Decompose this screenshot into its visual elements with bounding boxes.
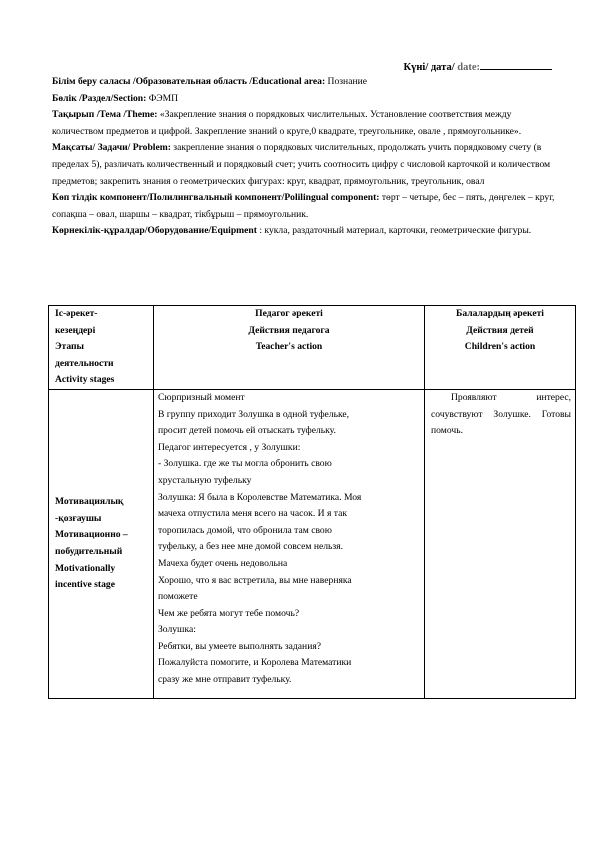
theme-line [52,107,562,140]
goal-value: закрепление знания о порядковых числительных, продолжать учить порядковому счету (в пределах 5), различать количественный и порядковый счет; учить соотносить цифру с числовой карточкой и количеством предметов; закрепить знания о геометрических фигурах: круг, квадрат, прямоугольник, треугольник, овал [52,142,551,187]
header-stages-line: Этапы [55,341,85,353]
header-children-cell [425,306,576,390]
teacher-line: Пожалуйста помогите, и Королева Математики [158,657,352,669]
stage-line: -қозғаушы [55,512,102,524]
date-label-en: date: [457,62,480,73]
header-stages-line: кезеңдері [55,324,96,336]
header-stages-line: Іс-әрекет- [55,308,98,319]
section-value: ФЭМП [146,92,179,104]
teacher-line: хрустальную туфельку [158,474,252,486]
date-line [404,59,553,73]
section-label: Бөлік /Раздел/Section: [52,92,147,104]
goal-line [52,140,562,190]
header-stages-line: Activity stages [55,374,115,386]
teacher-line: Хорошо, что я вас встретила, вы мне наверняка [158,574,352,586]
stage-line: побудительный [55,545,123,557]
teacher-line: В группу приходит Золушка в одной туфельке, [158,408,350,420]
teacher-line: Золушка: [158,624,196,636]
date-label: Күні/ дата/ [403,62,455,73]
stage-cell [49,389,154,698]
header-teacher-cell [154,306,425,390]
equipment-line [52,223,562,240]
theme-value: «Закрепление знания о порядковых числительных. Установление соответствия между количеством предметов и цифрой. Закрепление знаний о круге,0 квадрате, треугольнике, овале , прямоугольнике». [52,109,522,137]
header-children-line: Балалардың әрекеті [456,308,544,319]
header-stages-cell [49,306,154,390]
header-teacher-line: Действия педагога [248,324,330,336]
teacher-line: Мачеха будет очень недовольна [158,557,288,569]
header-children-line: Действия детей [466,324,534,336]
polylingual-line [52,190,562,223]
table-row [49,389,576,698]
teacher-line: Ребятки, вы умеете выполнять задания? [158,640,321,652]
teacher-line: Педагог интересуется , у Золушки: [158,441,301,453]
stage-line: Мотивационно – [55,529,128,541]
teacher-line: туфельку, а без нее мне домой совсем нельзя. [158,541,343,553]
stage-line: Мотивациялық [55,496,124,508]
stage-line: incentive stage [55,579,115,591]
activity-table [48,305,576,699]
header-teacher-line: Педагог әрекеті [255,308,323,319]
area-value: Познание [325,76,367,87]
teacher-action-cell [154,389,425,698]
section-line [52,91,562,108]
stage-line: Motivationally [55,562,116,574]
teacher-line: Сюрпризный момент [158,391,245,403]
equipment-value: : кукла, раздаточный материал, карточки, геометрические фигуры. [256,225,532,237]
teacher-line: Чем же ребята могут тебе помочь? [158,607,300,619]
header-stages-line: деятельности [55,357,114,369]
teacher-line: поможете [158,591,198,603]
children-action-text: Проявляют интерес, сочувствуют Золушке. Готовы помочь. [431,391,571,437]
polylingual-label: Көп тілдік компонент/Полилингвальный компонент/Polilingual component: [52,192,380,204]
area-line [52,74,562,91]
theme-label: Тақырып /Тема /Theme: [52,109,158,121]
goal-label: Мақсаты/ Задачи/ Problem: [52,142,171,154]
header-teacher-line: Teacher's action [255,341,323,353]
table-header-row [49,306,576,390]
teacher-line: сразу же мне отправит туфельку. [158,674,292,686]
teacher-line: торопилась домой, что обронила там свою [158,524,332,536]
teacher-line: мачеха отпустила меня всего на часок. И я так [158,508,348,520]
equipment-label: Көрнекілік-құралдар/Оборудование/Equipment [52,225,257,237]
teacher-line: Золушка: Я была в Королевстве Математика. Моя [158,491,362,503]
area-label: Білім беру саласы /Образовательная область /Educational area: [52,76,326,87]
header-children-line: Children's action [464,341,536,353]
teacher-line: - Золушка. где же ты могла обронить свою [158,458,332,470]
polylingual-value: төрт – четыре, бес – пять, дөңгелек – круг, сопақша – овал, шаршы – квадрат, тікбұрыш – прямоугольник. [52,192,555,220]
date-blank[interactable] [480,59,552,70]
teacher-line: просит детей помочь ей отыскать туфельку. [158,425,336,437]
lesson-header [52,74,562,240]
children-action-cell [425,389,576,698]
